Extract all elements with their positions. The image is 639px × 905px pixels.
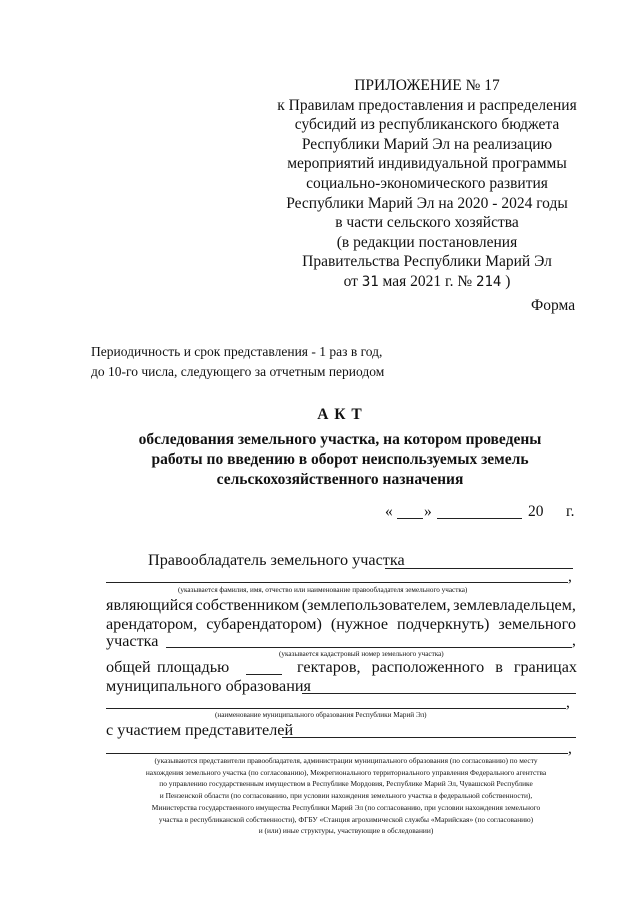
lessee-status-word: подчеркнуть) bbox=[397, 615, 490, 633]
area-word: площадью bbox=[157, 658, 230, 676]
periodicity-line-1: Периодичность и срок представления - 1 раз в год, bbox=[91, 344, 383, 359]
area-field[interactable] bbox=[246, 674, 282, 675]
owner-status-word: (землепользователем, bbox=[301, 596, 451, 614]
footnote-line: (указываются представители правообладателя, администрации муниципального образования (по согласованию) по месту bbox=[154, 756, 538, 765]
appendix-line: в части сельского хозяйства bbox=[335, 214, 519, 232]
form-label: Форма bbox=[531, 297, 576, 314]
owner-status-word: являющийся bbox=[106, 596, 193, 614]
appendix-line: (в редакции постановления bbox=[336, 233, 518, 251]
owner-status-word: собственником bbox=[195, 596, 300, 614]
owner-label: Правообладатель земельного участка bbox=[148, 551, 405, 569]
municipality-hint: (наименование муниципального образования Республики Марий Эл) bbox=[215, 711, 427, 719]
footnote-line: Министерства государственного имущества Республики Марий Эл (по согласованию, при условии нахождения земельного bbox=[151, 802, 541, 812]
lessee-status-word: (нужное bbox=[330, 615, 389, 633]
month-field[interactable] bbox=[437, 518, 522, 519]
date-prefix: от bbox=[343, 272, 358, 290]
municipality-label: муниципального образования bbox=[106, 677, 311, 695]
participants-field-2[interactable] bbox=[106, 753, 568, 754]
date-rest: мая 2021 г. № bbox=[382, 272, 473, 290]
footnote-line: нахождения земельного участка (по согласованию), Межрегионального территориального управления Федерального агентства bbox=[145, 767, 547, 777]
plot-label: участка bbox=[106, 632, 159, 650]
appendix-line: мероприятий индивидуальной программы bbox=[287, 155, 567, 173]
comma: , bbox=[568, 740, 572, 757]
appendix-line: социально-экономического развития bbox=[306, 174, 548, 192]
comma: , bbox=[566, 694, 570, 711]
date-open-quote: « bbox=[385, 503, 393, 520]
act-subtitle-line-2: работы по введению в оборот неиспользуемых земель bbox=[151, 451, 529, 468]
cadastral-hint: (указывается кадастровый номер земельного участка) bbox=[279, 650, 444, 658]
appendix-line: к Правилам предоставления и распределения bbox=[277, 96, 577, 114]
appendix-line: Правительства Республики Марий Эл bbox=[302, 253, 552, 271]
area-word: в bbox=[495, 658, 503, 676]
participants-label: с участием представителей bbox=[106, 721, 294, 739]
footnote-line: участка в республиканской собственности), ФГБУ «Станция агрохимической службы «Марийская» (по согласованию) bbox=[158, 814, 534, 824]
periodicity-line-2: до 10-го числа, следующего за отчетным периодом bbox=[91, 364, 385, 379]
resolution-number: 214 bbox=[476, 273, 502, 290]
year-prefix: 20 bbox=[528, 503, 544, 520]
comma: , bbox=[572, 632, 576, 649]
footnote-line: по управлению государственным имуществом в Республике Мордовия, Республике Марий Эл, Чувашской Республике bbox=[159, 779, 533, 789]
owner-field[interactable] bbox=[385, 568, 573, 569]
appendix-line: субсидий из республиканского бюджета bbox=[294, 116, 560, 134]
owner-status-line bbox=[106, 596, 576, 615]
owner-status-word: землевладельцем, bbox=[453, 596, 576, 614]
resolution-date bbox=[262, 272, 592, 293]
appendix-header bbox=[262, 76, 592, 293]
lessee-status-word: земельного bbox=[498, 615, 576, 633]
area-word: расположенного bbox=[371, 658, 485, 676]
appendix-line: Республики Марий Эл на 2020 - 2024 годы bbox=[286, 194, 568, 212]
municipality-field[interactable] bbox=[302, 693, 576, 694]
owner-hint: (указывается фамилия, имя, отчество или наименование правообладателя земельного участка) bbox=[178, 586, 468, 594]
act-subtitle-line-3: сельскохозяйственного назначения bbox=[216, 471, 464, 488]
area-tail bbox=[297, 658, 577, 677]
act-subtitle-line-1: обследования земельного участка, на котором проведены bbox=[138, 431, 542, 448]
act-heading: А К Т bbox=[317, 406, 363, 423]
cadastral-number-field[interactable] bbox=[166, 647, 572, 648]
date-close-quote: » bbox=[424, 503, 432, 520]
area-word: границах bbox=[513, 658, 577, 676]
date-day: 31 bbox=[361, 273, 379, 290]
appendix-title: ПРИЛОЖЕНИЕ № 17 bbox=[354, 77, 500, 94]
comma: , bbox=[568, 568, 572, 585]
appendix-line: Республики Марий Эл на реализацию bbox=[301, 135, 553, 153]
footnote-line: и (или) иные структуры, участвующие в обследовании) bbox=[258, 826, 434, 836]
lessee-status-word: субарендатором) bbox=[206, 615, 322, 633]
area-word: гектаров, bbox=[297, 658, 361, 676]
area-word: общей bbox=[106, 658, 151, 676]
day-field[interactable] bbox=[397, 518, 423, 519]
year-suffix: г. bbox=[566, 503, 575, 520]
municipality-field-2[interactable] bbox=[106, 708, 566, 709]
participants-field[interactable] bbox=[282, 737, 576, 738]
footnote-line: и Пензенской области (по согласованию, при условии нахождения земельного участка в федеральной собственности), bbox=[159, 791, 533, 801]
owner-name-field[interactable] bbox=[106, 582, 568, 583]
lessee-status-line bbox=[106, 615, 576, 634]
lessee-status-word: арендатором, bbox=[106, 615, 198, 633]
date-suffix: ) bbox=[505, 272, 511, 290]
participants-hint bbox=[96, 755, 596, 837]
